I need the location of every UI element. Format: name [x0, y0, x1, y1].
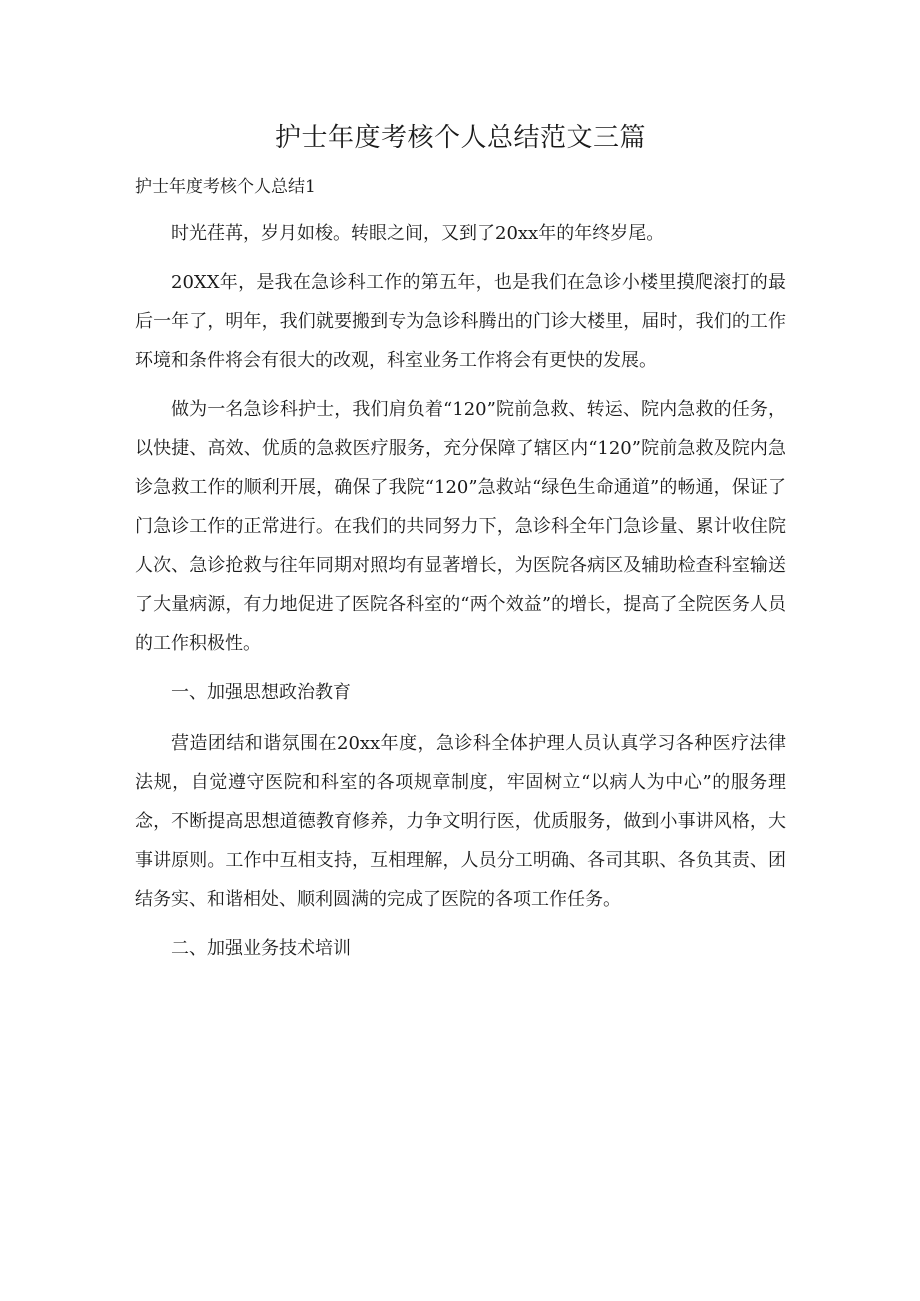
document-title: 护士年度考核个人总结范文三篇	[274, 123, 646, 153]
section-title: 护士年度考核个人总结1	[135, 177, 316, 197]
paragraph-3: 做为一名急诊科护士，我们肩负着“120”院前急救、转运、院内急救的任务，以快捷、高效、优质的急救医疗服务，充分保障了辖区内“120”院前急救及院内急诊急救工作的顺利开展，确保了我院“120”急救站“绿色生命通道”的畅通，保证了门急诊工作的正常进行。在我们的共同努力下，急诊科全年门急诊量、累计收住院人次、急诊抢救与往年同期对照均有显著增长，为医院各病区及辅助检查科室输送了大量病源，有力地促进了医院各科室的“两个效益”的增长，提高了全院医务人员的工作积极性。	[135, 399, 786, 654]
heading-2: 二、加强业务技术培训	[171, 938, 351, 959]
paragraph-4: 营造团结和谐氛围在20xx年度，急诊科全体护理人员认真学习各种医疗法律法规，自觉遵守医院和科室的各项规章制度，牢固树立“以病人为中心”的服务理念，不断提高思想道德教育修养，力争文明行医，优质服务，做到小事讲风格，大事讲原则。工作中互相支持，互相理解，人员分工明确、各司其职、各负其责、团结务实、和谐相处、顺利圆满的完成了医院的各项工作任务。	[135, 733, 786, 910]
heading-1: 一、加强思想政治教育	[171, 682, 351, 703]
paragraph-2: 20XX年，是我在急诊科工作的第五年，也是我们在急诊小楼里摸爬滚打的最后一年了，明年，我们就要搬到专为急诊科腾出的门诊大楼里，届时，我们的工作环境和条件将会有很大的改观，科室业务工作将会有更快的发展。	[135, 272, 786, 371]
paragraph-1: 时光荏苒，岁月如梭。转眼之间，又到了20xx年的年终岁尾。	[171, 223, 665, 244]
